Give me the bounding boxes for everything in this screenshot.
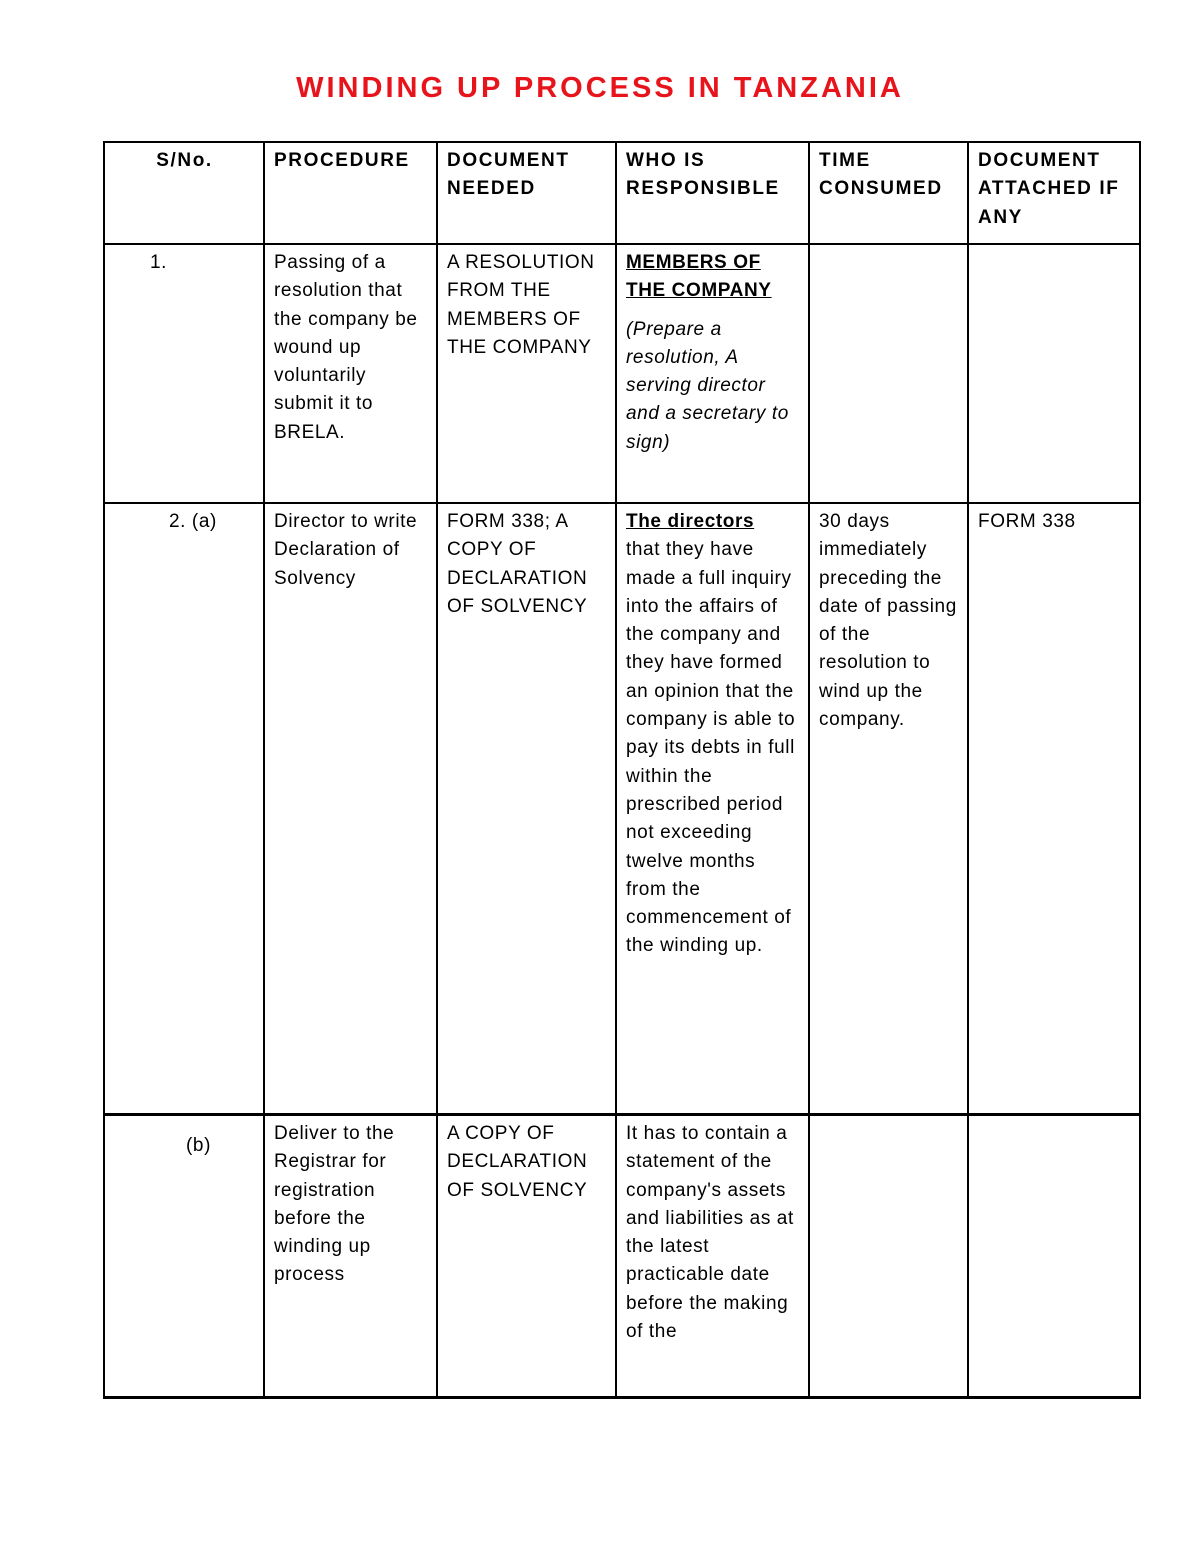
- row-2b-procedure: Deliver to the Registrar for registration before the winding up process: [264, 1115, 437, 1398]
- row-2a-who-responsible: [616, 503, 809, 1115]
- row-1-sno: 1.: [150, 252, 168, 273]
- row-1-document-attached: [968, 244, 1140, 503]
- row-1-who-responsible: [616, 244, 809, 503]
- table-row: [104, 503, 1140, 1115]
- header-cell-time-consumed: [809, 142, 968, 244]
- row-1-time-consumed: [809, 244, 968, 503]
- row-1-document-needed: A RESOLUTION FROM THE MEMBERS OF THE COMPANY: [437, 244, 616, 503]
- row-2b-document-needed: A COPY OF DECLARATION OF SOLVENCY: [437, 1115, 616, 1398]
- row-2a-responsible-note: that they have made a full inquiry into the affairs of the company and they have formed an opinion that the company is able to pay its debts in full within the prescribed period not exceeding twelve months from the commencement of the winding up.: [626, 539, 796, 957]
- document-title: WINDING UP PROCESS IN TANZANIA: [296, 72, 904, 104]
- row-2b-sno-cell: [104, 1115, 264, 1398]
- header-cell-who-responsible: [616, 142, 809, 244]
- row-1-sno-cell: [104, 244, 264, 503]
- table-row: [104, 244, 1140, 503]
- row-2a-sno-cell: [104, 503, 264, 1115]
- header-sno: S/No.: [156, 150, 213, 171]
- row-2a-time-consumed: 30 days immediately preceding the date of passing of the resolution to wind up the company.: [809, 503, 968, 1115]
- header-who-responsible: WHO IS RESPONSIBLE: [626, 150, 780, 200]
- row-2b-document-attached: [968, 1115, 1140, 1398]
- header-cell-procedure: [264, 142, 437, 244]
- row-2a-document-needed: FORM 338; A COPY OF DECLARATION OF SOLVENCY: [437, 503, 616, 1115]
- row-2b-time-consumed: [809, 1115, 968, 1398]
- row-1-responsible-note: (Prepare a resolution, A serving director and a secretary to sign): [626, 318, 789, 453]
- table-row: [104, 1115, 1140, 1398]
- header-document-attached: DOCUMENT ATTACHED IF ANY: [978, 150, 1120, 228]
- row-1-procedure: Passing of a resolution that the company be wound up voluntarily submit it to BRELA.: [264, 244, 437, 503]
- winding-up-table: [103, 141, 1141, 1399]
- header-document-needed: DOCUMENT NEEDED: [447, 150, 570, 200]
- header-procedure: PROCEDURE: [274, 150, 410, 171]
- header-time-consumed: TIME CONSUMED: [819, 150, 943, 200]
- row-2a-sno: 2. (a): [169, 511, 217, 532]
- row-2b-who-responsible: It has to contain a statement of the company's assets and liabilities as at the latest practicable date before the making of the: [616, 1115, 809, 1398]
- row-2b-sno: (b): [186, 1135, 212, 1156]
- row-2a-responsible-heading: The directors: [626, 511, 755, 532]
- header-cell-sno: [104, 142, 264, 244]
- row-2a-procedure: Director to write Declaration of Solvency: [264, 503, 437, 1115]
- table-header-row: [104, 142, 1140, 244]
- header-cell-document-attached: [968, 142, 1140, 244]
- header-cell-document-needed: [437, 142, 616, 244]
- row-2a-document-attached: FORM 338: [968, 503, 1140, 1115]
- row-1-responsible-heading: MEMBERS OF THE COMPANY: [626, 252, 772, 302]
